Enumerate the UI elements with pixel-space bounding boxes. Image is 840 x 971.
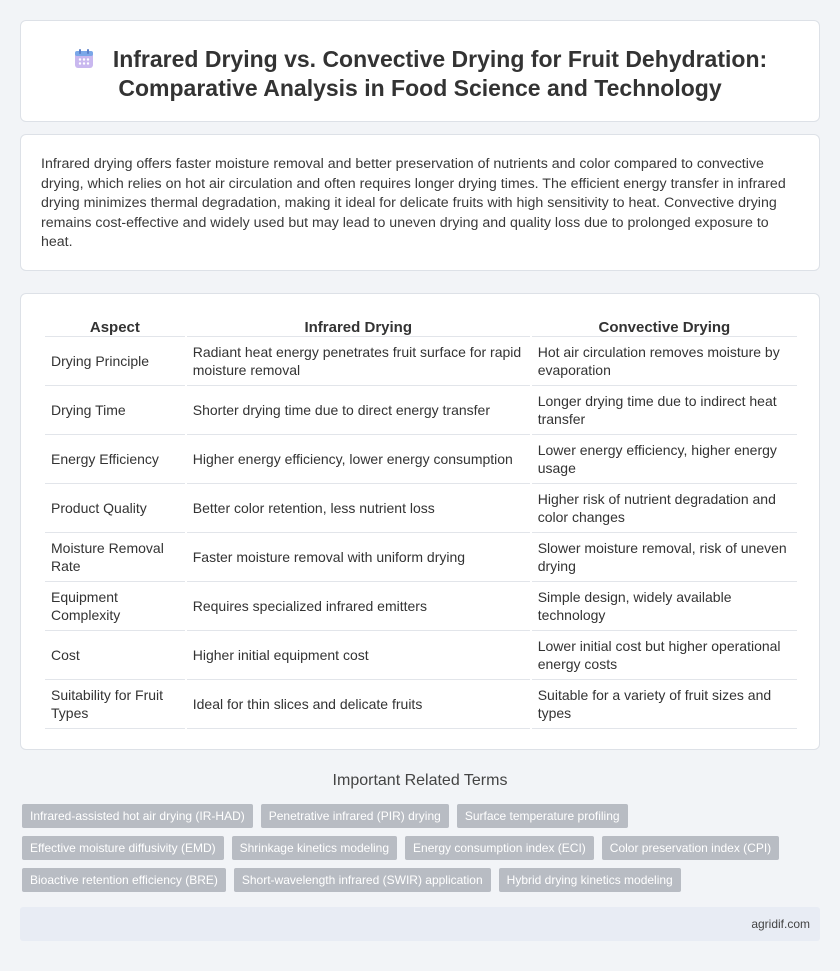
footer-site-link[interactable]: agridif.com bbox=[751, 917, 810, 931]
table-cell: Longer drying time due to indirect heat transfer bbox=[532, 386, 797, 435]
related-term-tag[interactable]: Surface temperature profiling bbox=[457, 804, 628, 828]
comparison-table bbox=[43, 316, 799, 729]
table-cell: Energy Efficiency bbox=[45, 435, 185, 484]
title-card bbox=[20, 20, 820, 122]
table-cell: Suitability for Fruit Types bbox=[45, 680, 185, 729]
table-row bbox=[45, 484, 797, 533]
table-cell: Faster moisture removal with uniform drying bbox=[187, 533, 530, 582]
table-cell: Moisture Removal Rate bbox=[45, 533, 185, 582]
table-row bbox=[45, 386, 797, 435]
related-term-tag[interactable]: Bioactive retention efficiency (BRE) bbox=[22, 868, 226, 892]
table-cell: Higher energy efficiency, lower energy consumption bbox=[187, 435, 530, 484]
page-title-text: Infrared Drying vs. Convective Drying for Fruit Dehydration: Comparative Analysis in Food Science and Technology bbox=[112, 46, 768, 101]
table-cell: Suitable for a variety of fruit sizes and types bbox=[532, 680, 797, 729]
table-row bbox=[45, 533, 797, 582]
table-cell: Equipment Complexity bbox=[45, 582, 185, 631]
table-cell: Radiant heat energy penetrates fruit surface for rapid moisture removal bbox=[187, 337, 530, 386]
table-cell: Higher risk of nutrient degradation and color changes bbox=[532, 484, 797, 533]
table-cell: Requires specialized infrared emitters bbox=[187, 582, 530, 631]
related-term-tag[interactable]: Energy consumption index (ECI) bbox=[405, 836, 594, 860]
summary-text: Infrared drying offers faster moisture removal and better preservation of nutrients and color compared to convective drying, which relies on hot air circulation and often requires longer drying times. The efficient energy transfer in infrared drying minimizes thermal degradation, making it ideal for delicate fruits with high sensitivity to heat. Convective drying remains cost-effective and widely used but may lead to uneven drying and quality loss due to prolonged exposure to heat. bbox=[41, 156, 786, 250]
tag-row bbox=[22, 836, 802, 860]
related-term-tag[interactable]: Color preservation index (CPI) bbox=[602, 836, 779, 860]
table-cell: Higher initial equipment cost bbox=[187, 631, 530, 680]
table-cell: Slower moisture removal, risk of uneven drying bbox=[532, 533, 797, 582]
tag-row bbox=[22, 868, 802, 892]
table-cell: Ideal for thin slices and delicate fruits bbox=[187, 680, 530, 729]
calendar-icon bbox=[73, 48, 95, 70]
related-terms-title: Important Related Terms bbox=[332, 772, 508, 789]
summary-card bbox=[20, 134, 820, 271]
header-convective: Convective Drying bbox=[532, 316, 797, 337]
related-terms bbox=[22, 804, 802, 900]
table-row bbox=[45, 582, 797, 631]
table-cell: Cost bbox=[45, 631, 185, 680]
header-infrared: Infrared Drying bbox=[187, 316, 530, 337]
table-cell: Product Quality bbox=[45, 484, 185, 533]
table-cell: Hot air circulation removes moisture by evaporation bbox=[532, 337, 797, 386]
table-header-row bbox=[45, 316, 797, 337]
related-term-tag[interactable]: Infrared-assisted hot air drying (IR-HAD) bbox=[22, 804, 253, 828]
related-term-tag[interactable]: Short-wavelength infrared (SWIR) application bbox=[234, 868, 491, 892]
footer bbox=[20, 907, 820, 941]
table-cell: Simple design, widely available technology bbox=[532, 582, 797, 631]
table-row bbox=[45, 631, 797, 680]
tag-row bbox=[22, 804, 802, 828]
page-title bbox=[21, 45, 819, 103]
comparison-card bbox=[20, 293, 820, 750]
related-term-tag[interactable]: Penetrative infrared (PIR) drying bbox=[261, 804, 449, 828]
table-row bbox=[45, 337, 797, 386]
related-term-tag[interactable]: Effective moisture diffusivity (EMD) bbox=[22, 836, 224, 860]
table-cell: Lower energy efficiency, higher energy usage bbox=[532, 435, 797, 484]
related-term-tag[interactable]: Hybrid drying kinetics modeling bbox=[499, 868, 681, 892]
table-row bbox=[45, 435, 797, 484]
table-cell: Better color retention, less nutrient loss bbox=[187, 484, 530, 533]
table-cell: Drying Time bbox=[45, 386, 185, 435]
related-term-tag[interactable]: Shrinkage kinetics modeling bbox=[232, 836, 397, 860]
header-aspect: Aspect bbox=[45, 316, 185, 337]
table-cell: Shorter drying time due to direct energy transfer bbox=[187, 386, 530, 435]
table-cell: Lower initial cost but higher operational energy costs bbox=[532, 631, 797, 680]
table-row bbox=[45, 680, 797, 729]
table-cell: Drying Principle bbox=[45, 337, 185, 386]
